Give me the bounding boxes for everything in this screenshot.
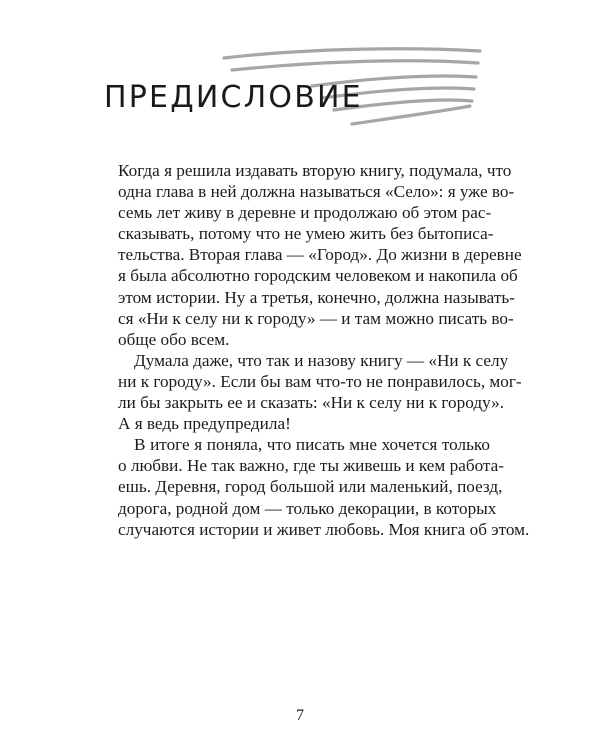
text-line: этом истории. Ну а третья, конечно, должна называть- (118, 287, 515, 307)
paragraph (118, 160, 522, 350)
preface-text (118, 160, 530, 540)
text-line: случаются истории и живет любовь. Моя книга об этом. (118, 519, 530, 539)
text-line: ли бы закрыть ее и сказать: «Ни к селу ни к городу». (118, 393, 504, 413)
text-line: ешь. Деревня, город большой или маленький, поезд, (118, 477, 503, 497)
text-line: я была абсолютно городским человеком и накопила об (118, 266, 518, 286)
text-line: А я ведь предупредила! (118, 414, 291, 434)
text-line: семь лет живу в деревне и продолжаю об этом рас- (118, 203, 492, 223)
paragraph (118, 434, 530, 539)
text-line: тельства. Вторая глава — «Город». До жизни в деревне (118, 245, 522, 265)
text-line: Думала даже, что так и назову книгу — «Ни к селу (134, 350, 509, 370)
text-line: обще обо всем. (118, 329, 230, 349)
text-line: дорога, родной дом — только декорации, в которых (118, 498, 497, 518)
text-line: В итоге я поняла, что писать мне хочется только (134, 435, 490, 455)
text-line: ся «Ни к селу ни к городу» — и там можно писать во- (118, 308, 514, 328)
text-line: одна глава в ней должна называться «Село»: я уже во- (118, 182, 515, 202)
text-line: Когда я решила издавать вторую книгу, подумала, что (118, 161, 512, 180)
page-title: ПРЕДИСЛОВИЕ (104, 80, 363, 115)
paragraph (118, 350, 522, 434)
text-line: сказывать, потому что не умею жить без бытописа- (118, 224, 494, 244)
text-line: ни к городу». Если бы вам что-то не понравилось, мог- (118, 371, 522, 391)
page-number: 7 (296, 707, 304, 724)
text-line: о любви. Не так важно, где ты живешь и кем работа- (118, 456, 505, 476)
